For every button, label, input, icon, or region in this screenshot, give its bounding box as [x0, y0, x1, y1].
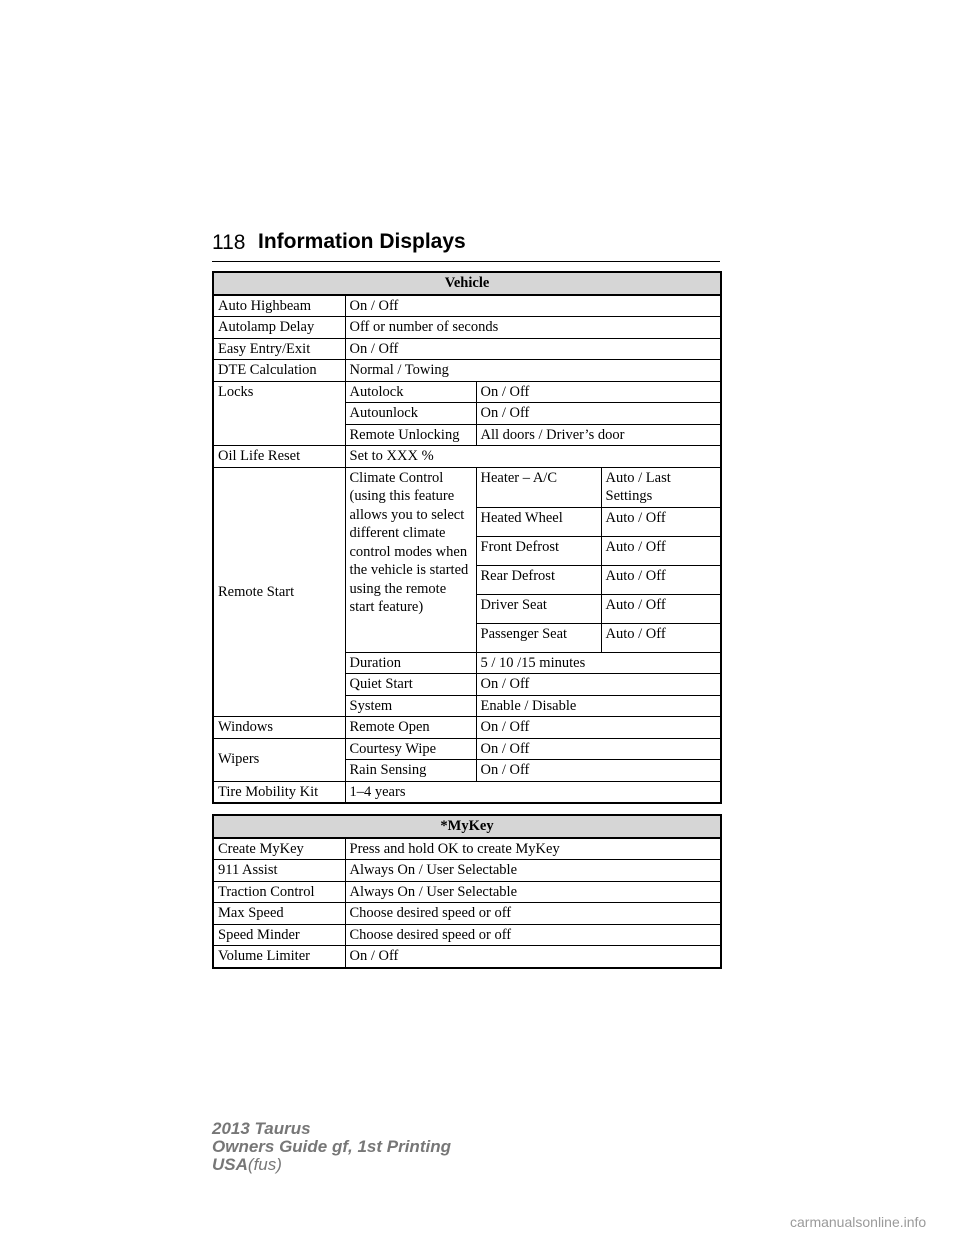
row-value: Auto / Off — [601, 565, 721, 594]
row-value: On / Off — [476, 674, 721, 696]
row-sublabel: Driver Seat — [476, 594, 601, 623]
row-label: Volume Limiter — [213, 946, 345, 968]
row-label: Remote Start — [213, 467, 345, 717]
row-label: DTE Calculation — [213, 360, 345, 382]
table-row — [213, 317, 721, 339]
row-sublabel: Remote Open — [345, 717, 476, 739]
row-value: Off or number of seconds — [345, 317, 721, 339]
mykey-settings-table — [212, 814, 722, 969]
row-label: Wipers — [213, 738, 345, 781]
table-row — [213, 381, 721, 403]
row-label: Windows — [213, 717, 345, 739]
row-value: Normal / Towing — [345, 360, 721, 382]
row-sublabel: Quiet Start — [345, 674, 476, 696]
table-row — [213, 338, 721, 360]
table-row — [213, 360, 721, 382]
row-value: Auto / Off — [601, 536, 721, 565]
row-label: Locks — [213, 381, 345, 446]
row-sublabel: Autounlock — [345, 403, 476, 425]
row-label: Traction Control — [213, 881, 345, 903]
row-sublabel: Remote Unlocking — [345, 424, 476, 446]
row-sublabel: Courtesy Wipe — [345, 738, 476, 760]
row-value: On / Off — [476, 717, 721, 739]
row-sublabel: System — [345, 695, 476, 717]
row-sublabel: Duration — [345, 652, 476, 674]
footer-line — [212, 1156, 451, 1174]
footer-line: 2013 Taurus — [212, 1119, 311, 1138]
row-value: Always On / User Selectable — [345, 860, 721, 882]
table-row — [213, 781, 721, 803]
footer-line: Owners Guide gf, 1st Printing — [212, 1137, 451, 1156]
vehicle-settings-table — [212, 271, 722, 804]
row-value: Auto / Off — [601, 623, 721, 652]
watermark-link[interactable]: carmanualsonline.info — [790, 1214, 927, 1230]
row-value: Auto / Off — [601, 594, 721, 623]
row-value: Choose desired speed or off — [345, 924, 721, 946]
vehicle-table-title: Vehicle — [213, 272, 721, 295]
row-value: Press and hold OK to create MyKey — [345, 838, 721, 860]
table-row — [213, 924, 721, 946]
row-value: On / Off — [476, 760, 721, 782]
row-sublabel: Front Defrost — [476, 536, 601, 565]
row-label: Autolamp Delay — [213, 317, 345, 339]
row-value: On / Off — [345, 338, 721, 360]
row-value: All doors / Driver’s door — [476, 424, 721, 446]
row-value: On / Off — [476, 738, 721, 760]
table-row — [213, 860, 721, 882]
row-value: Choose desired speed or off — [345, 903, 721, 925]
row-value: 1–4 years — [345, 781, 721, 803]
row-label: Create MyKey — [213, 838, 345, 860]
row-value: On / Off — [476, 403, 721, 425]
row-label: Speed Minder — [213, 924, 345, 946]
table-row — [213, 295, 721, 317]
table-row — [213, 838, 721, 860]
row-sublabel: Passenger Seat — [476, 623, 601, 652]
climate-control-description: Climate Control (using this feature allows you to select different climate control modes when the vehicle is started using the remote start feature) — [345, 467, 476, 652]
row-sublabel: Autolock — [345, 381, 476, 403]
row-value: Always On / User Selectable — [345, 881, 721, 903]
table-row — [213, 717, 721, 739]
row-label: 911 Assist — [213, 860, 345, 882]
row-value: 5 / 10 /15 minutes — [476, 652, 721, 674]
table-row — [213, 446, 721, 468]
table-row — [213, 946, 721, 968]
row-label: Max Speed — [213, 903, 345, 925]
row-label: Oil Life Reset — [213, 446, 345, 468]
row-sublabel: Heater – A/C — [476, 467, 601, 507]
row-sublabel: Heated Wheel — [476, 507, 601, 536]
page-number: 118 — [212, 231, 246, 254]
table-row — [213, 903, 721, 925]
footer-region: USA — [212, 1155, 248, 1174]
row-label: Easy Entry/Exit — [213, 338, 345, 360]
row-value: Auto / Off — [601, 507, 721, 536]
page-header — [212, 228, 720, 262]
mykey-table-title: *MyKey — [213, 815, 721, 838]
section-title: Information Displays — [258, 230, 466, 253]
table-row — [213, 881, 721, 903]
row-value: On / Off — [345, 295, 721, 317]
row-value: Enable / Disable — [476, 695, 721, 717]
row-sublabel: Rear Defrost — [476, 565, 601, 594]
table-row — [213, 738, 721, 760]
page-footer — [212, 1120, 451, 1174]
row-value: Set to XXX % — [345, 446, 721, 468]
row-value: On / Off — [345, 946, 721, 968]
row-label: Tire Mobility Kit — [213, 781, 345, 803]
row-value: On / Off — [476, 381, 721, 403]
row-value: Auto / Last Settings — [601, 467, 721, 507]
row-label: Auto Highbeam — [213, 295, 345, 317]
row-sublabel: Rain Sensing — [345, 760, 476, 782]
footer-market-code: (fus) — [247, 1155, 282, 1174]
table-row — [213, 467, 721, 507]
